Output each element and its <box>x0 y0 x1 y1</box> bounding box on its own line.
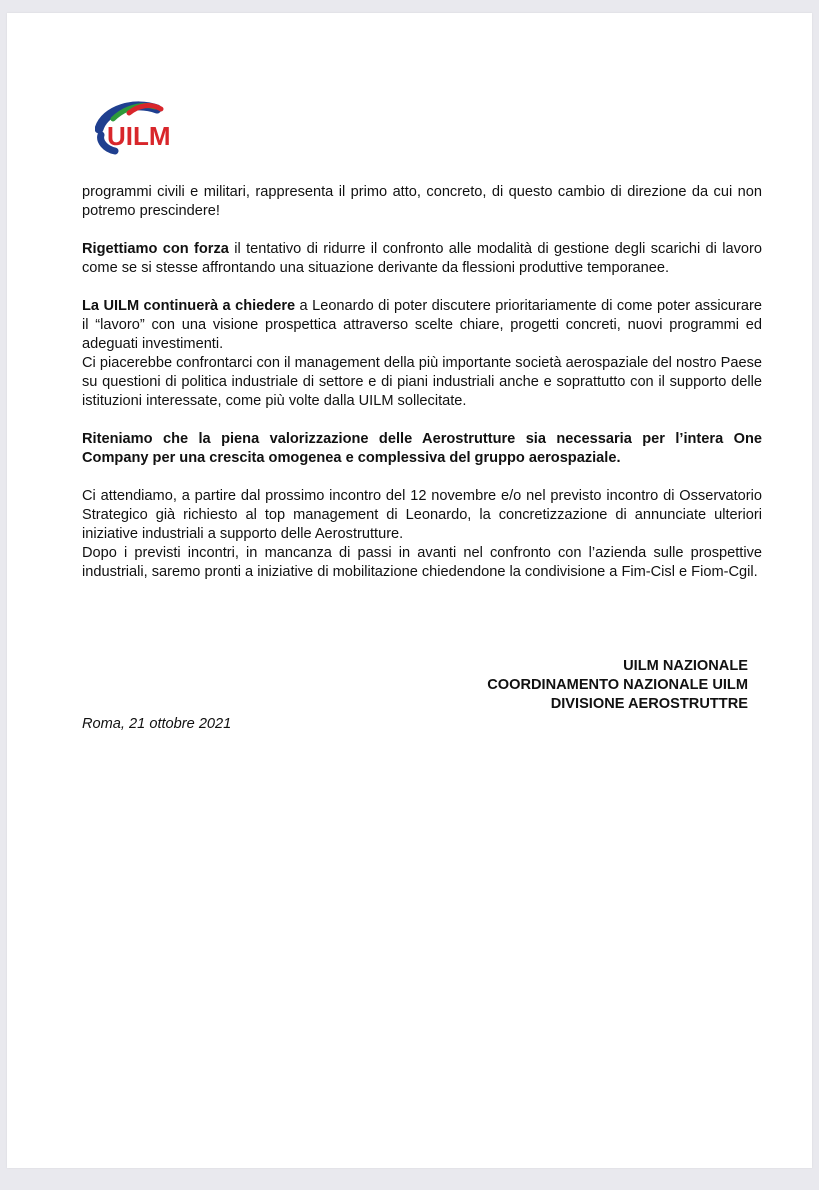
body-text <box>82 183 762 582</box>
paragraph: programmi civili e militari, rappresenta il primo atto, concreto, di questo cambio di direzione da cui non potremo prescindere! <box>82 184 762 219</box>
paragraph: Ci piacerebbe confrontarci con il management della più importante società aerospaziale del nostro Paese su questioni di politica industriale di settore e di piani industriali anche e soprattutto con il supporto delle istituzioni interessate, come più volte dalla UILM sollecitate. <box>82 355 762 409</box>
paragraph: Dopo i previsti incontri, in mancanza di passi in avanti nel confronto con l’azienda sulle prospettive industriali, saremo pronti a iniziative di mobilitazione chiedendone la condivisione a Fim-Cisl e Fiom-Cgil. <box>82 545 762 580</box>
paragraph <box>82 297 762 354</box>
paragraph-bold-lead: Rigettiamo con forza <box>82 241 229 257</box>
paragraph-bold: Riteniamo che la piena valorizzazione delle Aerostrutture sia necessaria per l’intera One Company per una crescita omogenea e complessiva del gruppo aerospaziale. <box>82 431 762 466</box>
paragraph-bold-lead: La UILM continuerà a chiedere <box>82 298 296 314</box>
signature-line: COORDINAMENTO NAZIONALE UILM <box>487 677 748 693</box>
uilm-logo-icon <box>95 99 195 155</box>
paragraph-text: a Leonardo di poter discutere prioritariamente di come poter assicurare il “lavoro” con una visione prospettica attraverso scelte chiare, progetti concreti, nuovi programmi ed adeguati investimenti. <box>82 298 762 352</box>
signature-block <box>487 657 748 714</box>
document-page <box>7 13 812 1168</box>
document-date: Roma, 21 ottobre 2021 <box>82 716 232 732</box>
signature-line: UILM NAZIONALE <box>623 658 748 674</box>
paragraph-text: il tentativo di ridurre il confronto alle modalità di gestione degli scarichi di lavoro come se si stesse affrontando una situazione derivante da flessioni produttive temporanee. <box>82 241 762 276</box>
signature-line: DIVISIONE AEROSTRUTTRE <box>550 696 748 712</box>
uilm-logo <box>95 99 195 155</box>
logo-text: UILM <box>107 121 171 151</box>
paragraph <box>82 240 762 278</box>
paragraph: Ci attendiamo, a partire dal prossimo incontro del 12 novembre e/o nel previsto incontro di Osservatorio Strategico già richiesto al top management di Leonardo, la concretizzazione di annunciate ulteriori iniziative industriali a supporto delle Aerostrutture. <box>82 488 762 542</box>
